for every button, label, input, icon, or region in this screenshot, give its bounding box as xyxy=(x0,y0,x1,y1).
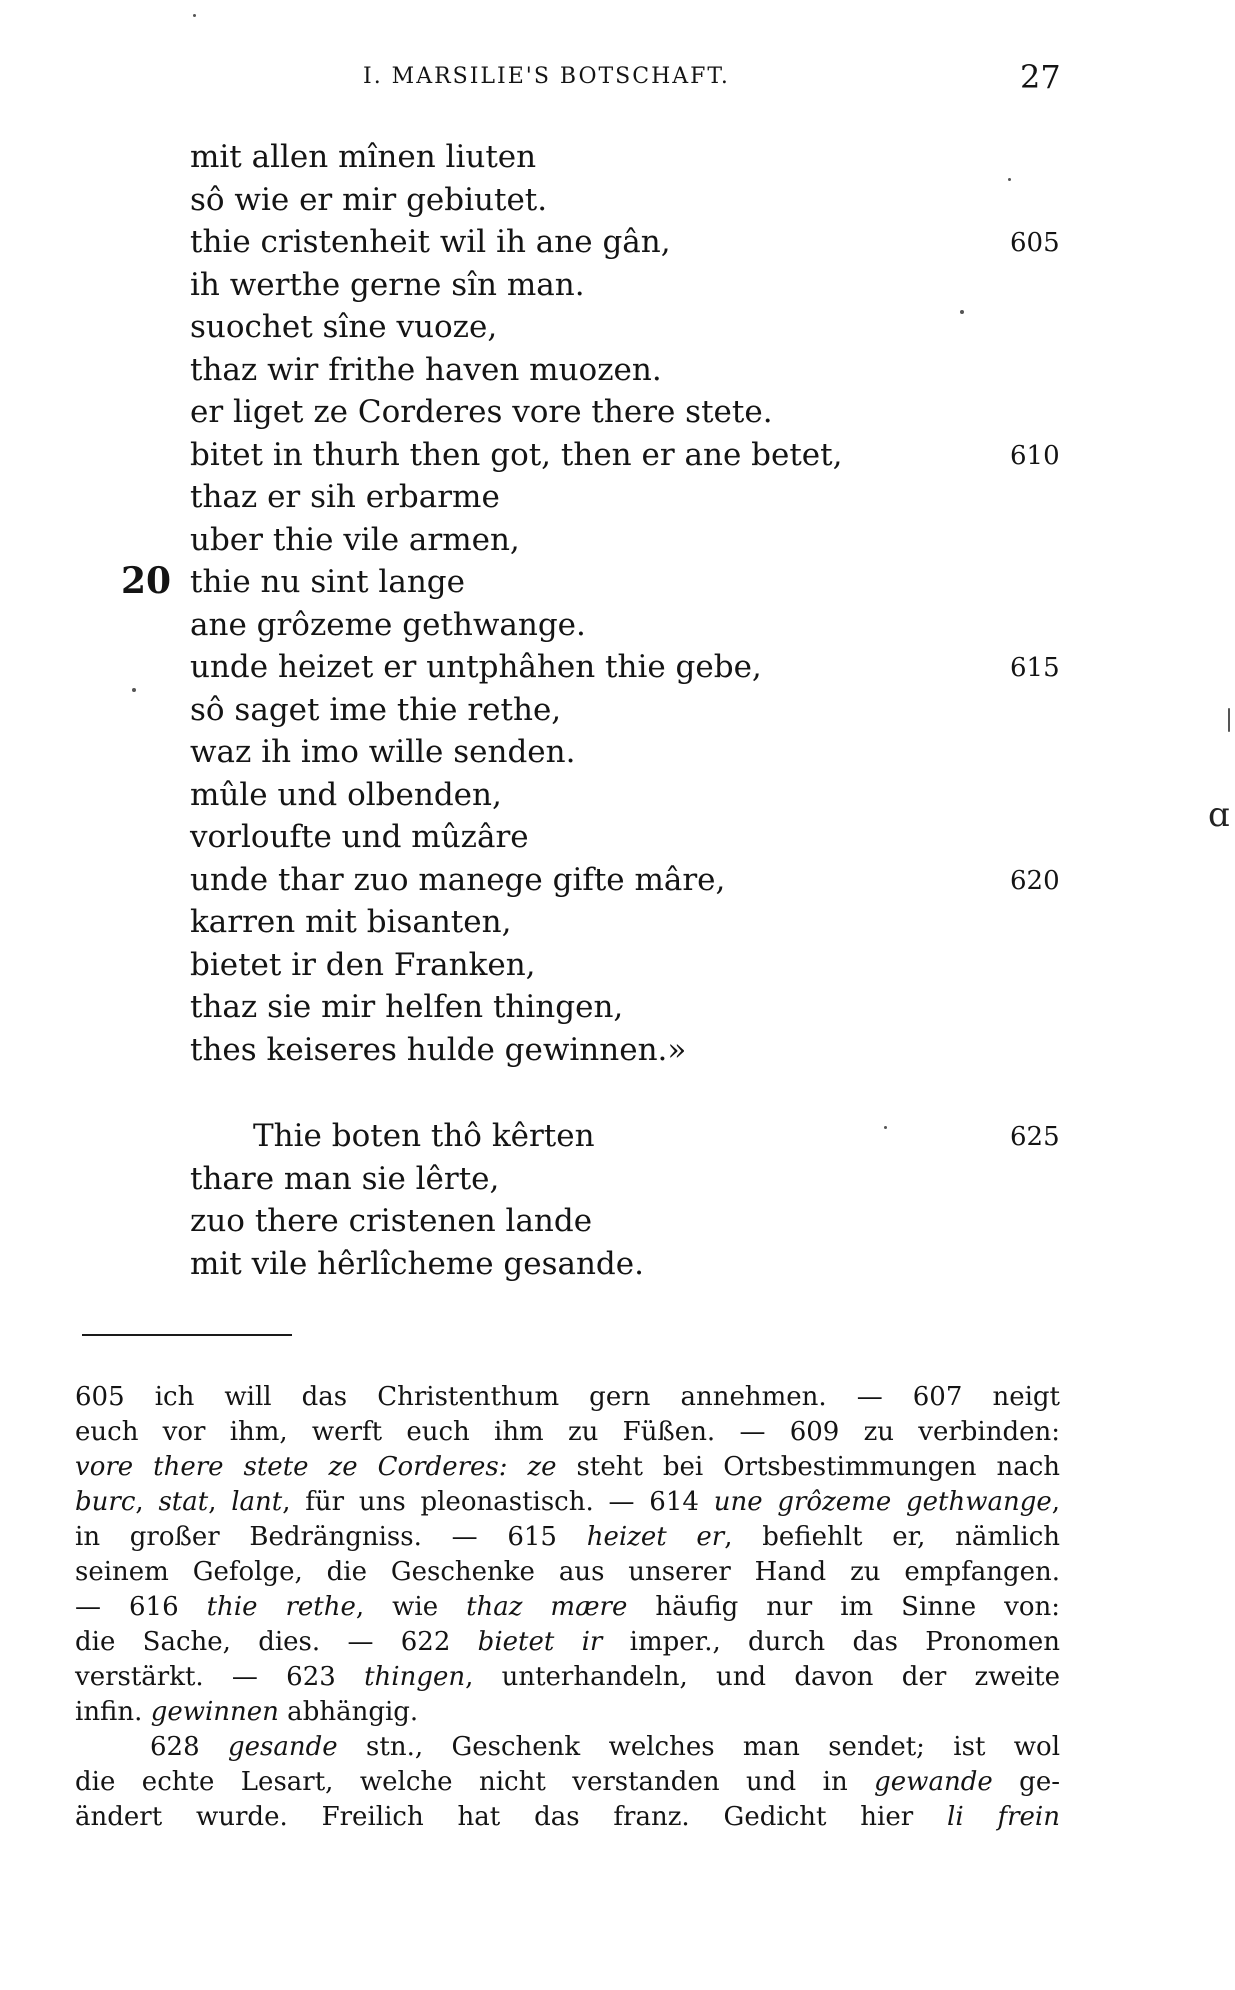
footnote-line: euch vor ihm, werft euch ihm zu Füßen. — 609 zu verbinden: xyxy=(75,1417,1060,1447)
print-speck xyxy=(132,688,136,692)
verse-text: suochet sîne vuoze, xyxy=(190,309,498,345)
verse-text: uber thie vile armen, xyxy=(190,521,520,558)
footnote-line: — 616 thie rethe, wie thaz mære häufig nur im Sinne von: xyxy=(75,1592,1060,1622)
verse-text: unde heizet er untphâhen thie gebe, xyxy=(190,649,762,685)
verse-text: ane grôzeme gethwange. xyxy=(190,606,586,643)
line-number: 625 xyxy=(1010,1122,1060,1152)
verse-line xyxy=(0,1115,1235,1158)
verse-line xyxy=(0,306,1235,349)
verse-line xyxy=(0,604,1235,647)
verse-line xyxy=(0,391,1235,434)
verse-text: mit vile hêrlîcheme gesande. xyxy=(190,1245,644,1282)
footnote-line: ändert wurde. Freilich hat das franz. Gedicht hier li frein xyxy=(75,1802,1060,1832)
verse-stanza-2 xyxy=(0,1115,1235,1285)
verse-line xyxy=(0,944,1235,987)
verse-text: sô saget ime thie rethe, xyxy=(190,691,562,728)
verse-text: thaz er sih erbarme xyxy=(190,479,500,515)
footnote-line: 605 ich will das Christenthum gern annehmen. — 607 neigt xyxy=(75,1382,1060,1412)
verse-line xyxy=(0,1243,1235,1286)
footnote-line: in großer Bedrängniss. — 615 heizet er, befiehlt er, nämlich xyxy=(75,1522,1061,1552)
verse-text: unde thar zuo manege gifte mâre, xyxy=(190,861,726,898)
verse-text: mûle und olbenden, xyxy=(190,776,502,813)
verse-line xyxy=(0,816,1235,859)
verse-text: thes keiseres hulde gewinnen.» xyxy=(190,1031,687,1068)
footnote-line: infin. gewinnen abhängig. xyxy=(75,1697,419,1727)
verse-line xyxy=(0,561,1235,604)
print-speck xyxy=(960,310,964,314)
verse-line xyxy=(0,859,1235,902)
strophe-number: 20 xyxy=(121,560,172,602)
line-number: 620 xyxy=(1010,865,1060,896)
print-speck xyxy=(884,1126,887,1129)
verse-text: Thie boten thô kêrten xyxy=(253,1118,595,1154)
verse-line xyxy=(0,221,1235,264)
line-number: 615 xyxy=(1010,653,1060,683)
verse-text: thaz sie mir helfen thingen, xyxy=(190,989,624,1025)
verse-text: thare man sie lêrte, xyxy=(190,1160,500,1197)
verse-text: bietet ir den Franken, xyxy=(190,946,536,983)
verse-text: sô wie er mir gebiutet. xyxy=(190,181,548,218)
verse-line xyxy=(0,264,1235,307)
footnote-line: seinem Gefolge, die Geschenke aus unserer Hand zu empfangen. xyxy=(75,1557,1060,1587)
print-speck xyxy=(193,14,196,17)
verse-line xyxy=(0,689,1235,732)
verse-line xyxy=(0,136,1235,179)
verse-line xyxy=(0,1029,1235,1072)
verse-line xyxy=(0,179,1235,222)
footnotes xyxy=(75,1380,1060,1835)
line-number: 610 xyxy=(1010,440,1060,471)
verse-text: thie nu sint lange xyxy=(190,564,465,600)
footnote-rule xyxy=(82,1334,292,1336)
verse-text: ih werthe gerne sîn man. xyxy=(190,266,585,303)
footnote-line: die Sache, dies. — 622 bietet ir imper., durch das Pronomen xyxy=(75,1627,1060,1657)
verse-line xyxy=(0,901,1235,944)
page-number: 27 xyxy=(1020,58,1061,96)
verse-text: waz ih imo wille senden. xyxy=(190,734,576,770)
verse-line xyxy=(0,434,1235,477)
footnote-line: verstärkt. — 623 thingen, unterhandeln, und davon der zweite xyxy=(75,1662,1060,1692)
footnote-line: 628 gesande stn., Geschenk welches man sendet; ist wol xyxy=(150,1732,1061,1762)
verse-text: thie cristenheit wil ih ane gân, xyxy=(190,224,671,260)
verse-line xyxy=(0,519,1235,562)
line-number: 605 xyxy=(1010,228,1060,258)
verse-line xyxy=(0,476,1235,519)
footnote-line: burc, stat, lant, für uns pleonastisch. — 614 une grôzeme gethwange, xyxy=(75,1487,1061,1517)
footnote-line: die echte Lesart, welche nicht verstanden und in gewande ge- xyxy=(75,1767,1060,1797)
verse-text: mit allen mînen liuten xyxy=(190,139,537,175)
verse-line xyxy=(0,1200,1235,1243)
verse-stanza-1 xyxy=(0,136,1235,1071)
print-speck xyxy=(1228,708,1230,732)
verse-line xyxy=(0,986,1235,1029)
verse-text: vorloufte und mûzâre xyxy=(190,819,529,855)
verse-line xyxy=(0,646,1235,689)
print-speck xyxy=(1008,178,1011,181)
verse-text: thaz wir frithe haven muozen. xyxy=(190,351,662,388)
footnote-line: vore there stete ze Corderes: ze steht bei Ortsbestimmungen nach xyxy=(75,1452,1060,1482)
verse-line xyxy=(0,1158,1235,1201)
verse-text: er liget ze Corderes vore there stete. xyxy=(190,394,773,430)
verse-line xyxy=(0,774,1235,817)
verse-text: bitet in thurh then got, then er ane betet, xyxy=(190,436,843,473)
verse-line xyxy=(0,349,1235,392)
running-head xyxy=(0,58,1235,98)
verse-text: zuo there cristenen lande xyxy=(190,1203,593,1239)
verse-line xyxy=(0,731,1235,774)
running-title: I. MARSILIE'S BOTSCHAFT. xyxy=(363,64,730,89)
verse-text: karren mit bisanten, xyxy=(190,904,512,940)
margin-mark: ɑ xyxy=(1208,795,1230,835)
